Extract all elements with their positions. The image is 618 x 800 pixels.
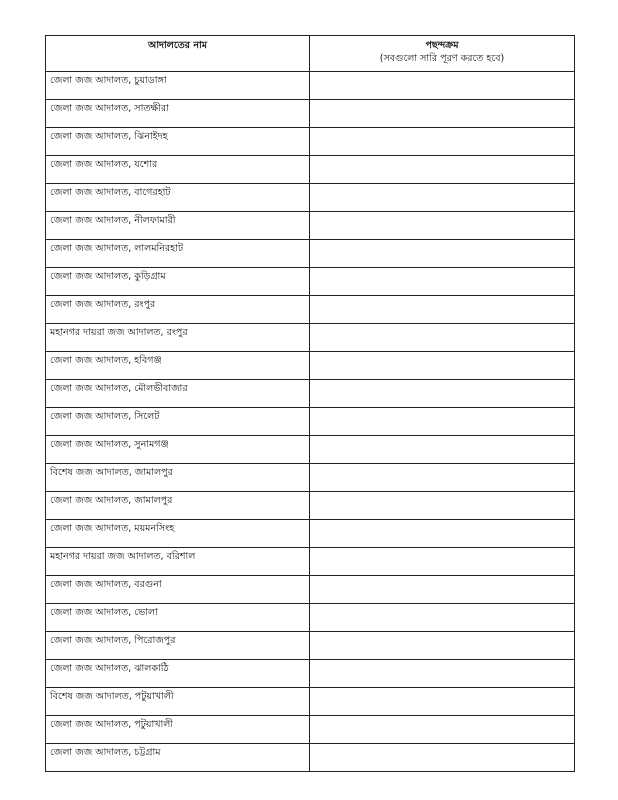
table-row <box>46 408 575 436</box>
table-row <box>46 660 575 688</box>
court-name-cell: জেলা জজ আদালত, মৌলভীবাজার <box>46 380 310 408</box>
preference-cell[interactable] <box>310 464 575 492</box>
preference-cell[interactable] <box>310 268 575 296</box>
table-row <box>46 184 575 212</box>
table-row <box>46 72 575 100</box>
table-row <box>46 632 575 660</box>
table-row <box>46 296 575 324</box>
preference-cell[interactable] <box>310 632 575 660</box>
preference-cell[interactable] <box>310 72 575 100</box>
court-name-cell: মহানগর দায়রা জজ আদালত, বরিশাল <box>46 548 310 576</box>
preference-cell[interactable] <box>310 184 575 212</box>
preference-cell[interactable] <box>310 296 575 324</box>
preference-header <box>310 36 575 72</box>
preference-cell[interactable] <box>310 380 575 408</box>
court-name-cell: জেলা জজ আদালত, লালমনিরহাট <box>46 240 310 268</box>
table-row <box>46 128 575 156</box>
table-row <box>46 548 575 576</box>
court-name-cell: জেলা জজ আদালত, পিরোজপুর <box>46 632 310 660</box>
table-row <box>46 156 575 184</box>
preference-cell[interactable] <box>310 744 575 772</box>
preference-cell[interactable] <box>310 604 575 632</box>
table-row <box>46 240 575 268</box>
preference-cell[interactable] <box>310 408 575 436</box>
court-name-cell: জেলা জজ আদালত, যশোর <box>46 156 310 184</box>
table-row <box>46 464 575 492</box>
court-name-cell: বিশেষ জজ আদালত, পটুয়াখালী <box>46 688 310 716</box>
preference-cell[interactable] <box>310 324 575 352</box>
table-row <box>46 100 575 128</box>
court-name-cell: জেলা জজ আদালত, সিলেট <box>46 408 310 436</box>
table-row <box>46 492 575 520</box>
court-name-cell: জেলা জজ আদালত, কুড়িগ্রাম <box>46 268 310 296</box>
preference-cell[interactable] <box>310 156 575 184</box>
preference-cell[interactable] <box>310 240 575 268</box>
table-row <box>46 688 575 716</box>
header-row <box>46 36 575 72</box>
court-name-cell: জেলা জজ আদালত, জামালপুর <box>46 492 310 520</box>
court-name-cell: জেলা জজ আদালত, চট্টগ্রাম <box>46 744 310 772</box>
preference-cell[interactable] <box>310 436 575 464</box>
court-name-cell: জেলা জজ আদালত, ময়মনসিংহ <box>46 520 310 548</box>
table-row <box>46 576 575 604</box>
preference-cell[interactable] <box>310 576 575 604</box>
table-row <box>46 604 575 632</box>
court-name-cell: জেলা জজ আদালত, বাগেরহাট <box>46 184 310 212</box>
court-name-cell: জেলা জজ আদালত, ভোলা <box>46 604 310 632</box>
court-preference-table <box>45 35 575 772</box>
court-name-cell: জেলা জজ আদালত, রংপুর <box>46 296 310 324</box>
preference-cell[interactable] <box>310 352 575 380</box>
table-row <box>46 744 575 772</box>
table-body <box>46 72 575 772</box>
court-name-header <box>46 36 310 72</box>
table-row <box>46 436 575 464</box>
preference-cell[interactable] <box>310 128 575 156</box>
court-name-cell: জেলা জজ আদালত, বরগুনা <box>46 576 310 604</box>
table-row <box>46 716 575 744</box>
preference-cell[interactable] <box>310 212 575 240</box>
table-row <box>46 520 575 548</box>
court-name-header-label: আদালতের নাম <box>147 40 208 51</box>
table-row <box>46 352 575 380</box>
court-name-cell: মহানগর দায়রা জজ আদালত, রংপুর <box>46 324 310 352</box>
preference-cell[interactable] <box>310 492 575 520</box>
preference-cell[interactable] <box>310 520 575 548</box>
preference-cell[interactable] <box>310 716 575 744</box>
court-name-cell: জেলা জজ আদালত, চুয়াডাঙ্গা <box>46 72 310 100</box>
court-name-cell: জেলা জজ আদালত, হবিগঞ্জ <box>46 352 310 380</box>
court-name-cell: জেলা জজ আদালত, ঝালকাঠি <box>46 660 310 688</box>
preference-cell[interactable] <box>310 688 575 716</box>
court-name-cell: জেলা জজ আদালত, নীলফামারী <box>46 212 310 240</box>
table-row <box>46 380 575 408</box>
court-name-cell: বিশেষ জজ আদালত, জামালপুর <box>46 464 310 492</box>
table-row <box>46 268 575 296</box>
preference-cell[interactable] <box>310 548 575 576</box>
preference-cell[interactable] <box>310 660 575 688</box>
preference-cell[interactable] <box>310 100 575 128</box>
preference-header-note: (সবগুলো সারি পূরণ করতে হবে) <box>379 53 505 64</box>
court-name-cell: জেলা জজ আদালত, সুনামগঞ্জ <box>46 436 310 464</box>
court-name-cell: জেলা জজ আদালত, ঝিনাইদহ <box>46 128 310 156</box>
preference-header-label: পছন্দক্রম <box>425 40 459 51</box>
table-row <box>46 212 575 240</box>
court-name-cell: জেলা জজ আদালত, সাতক্ষীরা <box>46 100 310 128</box>
court-name-cell: জেলা জজ আদালত, পটুয়াখালী <box>46 716 310 744</box>
table-row <box>46 324 575 352</box>
